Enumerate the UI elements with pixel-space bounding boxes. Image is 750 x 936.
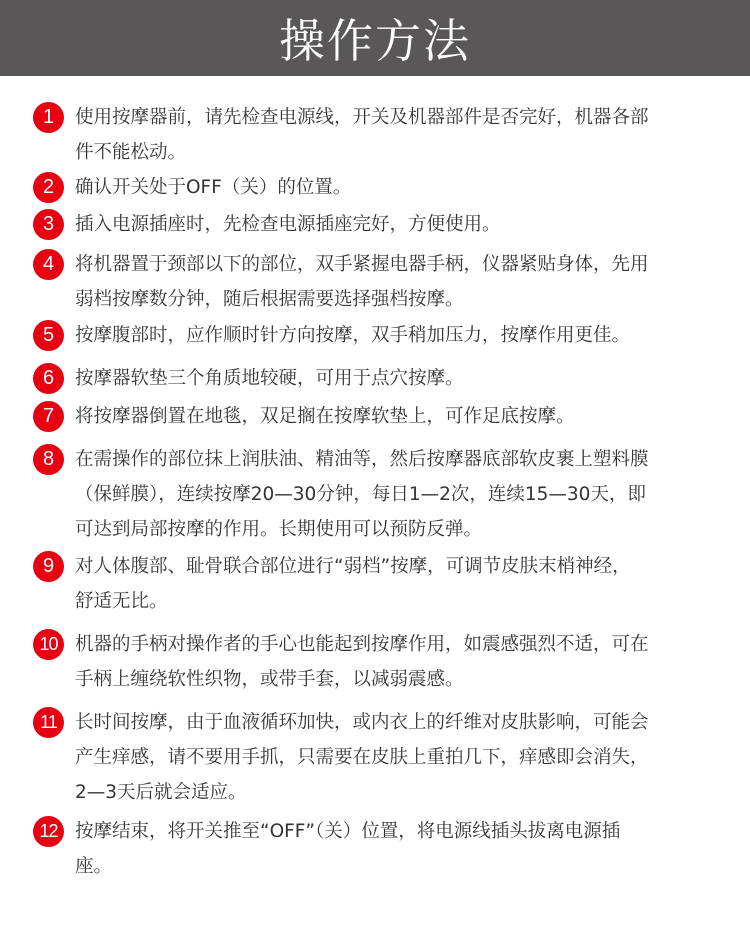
step-text: 对人体腹部、耻骨联合部位进行“弱档”按摩，可调节皮肤末梢神经， 舒适无比。 <box>75 556 631 612</box>
step-number-badge: 4 <box>33 249 64 280</box>
step-text: 按摩器软垫三个角质地较硬，可用于点穴按摩。 <box>75 368 464 389</box>
step-text: 机器的手柄对操作者的手心也能起到按摩作用，如震感强烈不适，可在 手柄上缠绕软性织物，或带手套，以减弱震感。 <box>75 634 649 690</box>
page-title: 操作方法 <box>279 14 471 68</box>
step-number-badge: 9 <box>33 551 64 582</box>
step-number-badge: 12 <box>33 816 64 847</box>
step-text: 将按摩器倒置在地毯，双足搁在按摩软垫上，可作足底按摩。 <box>75 406 575 427</box>
step-text: 插入电源插座时，先检查电源插座完好，方便使用。 <box>75 214 501 235</box>
header-bar <box>0 0 750 76</box>
step-number-badge: 8 <box>33 444 64 475</box>
step-text: 将机器置于颈部以下的部位，双手紧握电器手柄，仪器紧贴身体，先用 弱档按摩数分钟，随后根据需要选择强档按摩。 <box>75 254 649 310</box>
step-number-badge: 3 <box>33 209 64 240</box>
step-text: 确认开关处于OFF（关）的位置。 <box>75 177 352 198</box>
step-number-badge: 11 <box>33 707 64 738</box>
step-text: 在需操作的部位抹上润肤油、精油等，然后按摩器底部软皮裹上塑料膜 （保鲜膜），连续按摩20—30分钟，每日1—2次，连续15—30天，即 可达到局部按摩的作用。长期使用可以预防反弹。 <box>75 449 649 540</box>
step-text: 按摩腹部时，应作顺时针方向按摩，双手稍加压力，按摩作用更佳。 <box>75 325 631 346</box>
step-text: 使用按摩器前，请先检查电源线，开关及机器部件是否完好，机器各部 件不能松动。 <box>75 107 649 163</box>
step-number-badge: 1 <box>33 102 64 133</box>
step-number-badge: 6 <box>33 363 64 394</box>
step-text: 按摩结束，将开关推至“OFF”（关）位置，将电源线插头拔离电源插 座。 <box>75 821 621 877</box>
step-number-badge: 10 <box>33 629 64 660</box>
step-text: 长时间按摩，由于血液循环加快，或内衣上的纤维对皮肤影响，可能会 产生痒感，请不要用手抓，只需要在皮肤上重拍几下，痒感即会消失， 2—3天后就会适应。 <box>75 712 649 803</box>
step-number-badge: 7 <box>33 401 64 432</box>
step-number-badge: 5 <box>33 320 64 351</box>
step-number-badge: 2 <box>33 172 64 203</box>
